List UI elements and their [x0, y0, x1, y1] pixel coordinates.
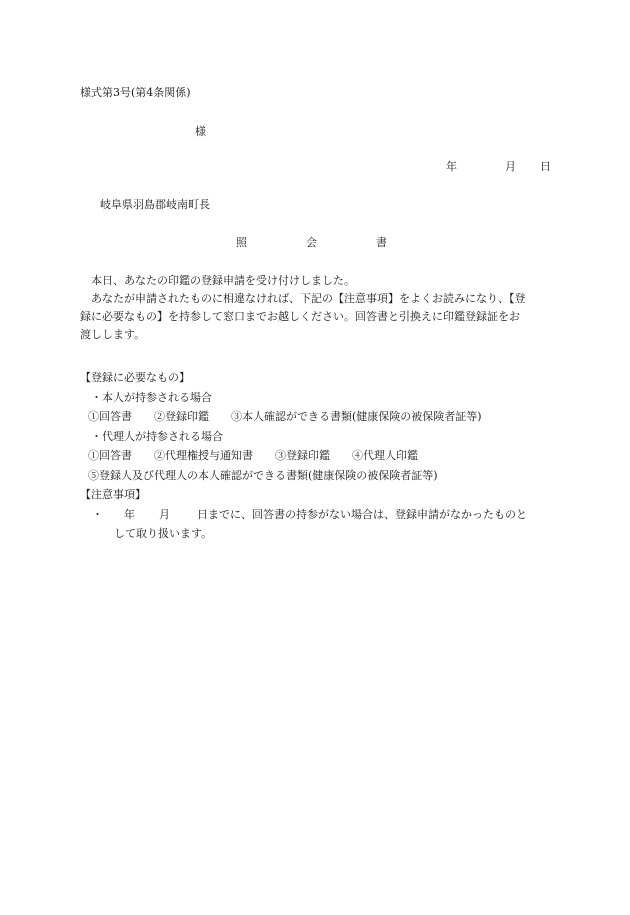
date-year: 年 [446, 160, 457, 173]
agent-item-3: ③登録印鑑 [275, 449, 330, 462]
date-month: 月 [505, 160, 516, 173]
notes-text: 日までに、回答書の持参がない場合は、登録申請がなかったものと [197, 507, 527, 521]
date-line [446, 160, 551, 174]
form-number: 様式第3号(第4条関係) [80, 86, 191, 99]
body-line-1: 本日、あなたの印鑑の登録申請を受け付けしました。 [91, 274, 355, 287]
agent-items [80, 446, 527, 466]
salutation: 様 [195, 125, 206, 138]
addressee: 岐阜県羽島郡岐南町長 [100, 198, 210, 211]
agent-item-5: ⑤登録人及び代理人の本人確認ができる書類(健康保険の被保険者証等) [88, 468, 438, 482]
notes-bullet: ・ [92, 507, 103, 521]
title-char-2: 会 [306, 236, 317, 249]
document-title [236, 236, 387, 250]
date-day: 日 [540, 160, 551, 173]
self-item-1: ①回答書 [88, 410, 132, 423]
body-line-3: 録に必要なもの】を持参して窓口までお越しください。回答書と引換えに印鑑登録証をお [80, 310, 520, 323]
required-heading: 【登録に必要なもの】 [80, 371, 190, 384]
body-line-4: 渡しします。 [80, 328, 146, 341]
self-case-label: ・本人が持参される場合 [91, 390, 212, 404]
self-items [80, 407, 527, 427]
title-char-1: 照 [236, 236, 247, 249]
notes-heading: 【注意事項】 [80, 488, 146, 501]
self-item-2: ②登録印鑑 [154, 410, 209, 423]
notes-month: 月 [159, 507, 170, 521]
requirements-section [80, 368, 527, 544]
agent-case-label: ・代理人が持参される場合 [91, 429, 223, 443]
body-line-2: あなたが申請されたものに相違なければ、下記の【注意事項】をよくお読みになり、【登 [91, 292, 526, 305]
title-char-3: 書 [376, 236, 387, 249]
notes-line-2: して取り扱います。 [114, 527, 213, 540]
agent-item-2: ②代理権授与通知書 [154, 449, 253, 462]
agent-item-1: ①回答書 [88, 449, 132, 462]
notes-line-1 [80, 505, 527, 525]
self-item-3: ③本人確認ができる書類(健康保険の被保険者証等) [231, 410, 482, 423]
notes-year: 年 [124, 507, 135, 521]
agent-item-4: ④代理人印鑑 [352, 449, 418, 462]
body-paragraph [80, 272, 560, 344]
